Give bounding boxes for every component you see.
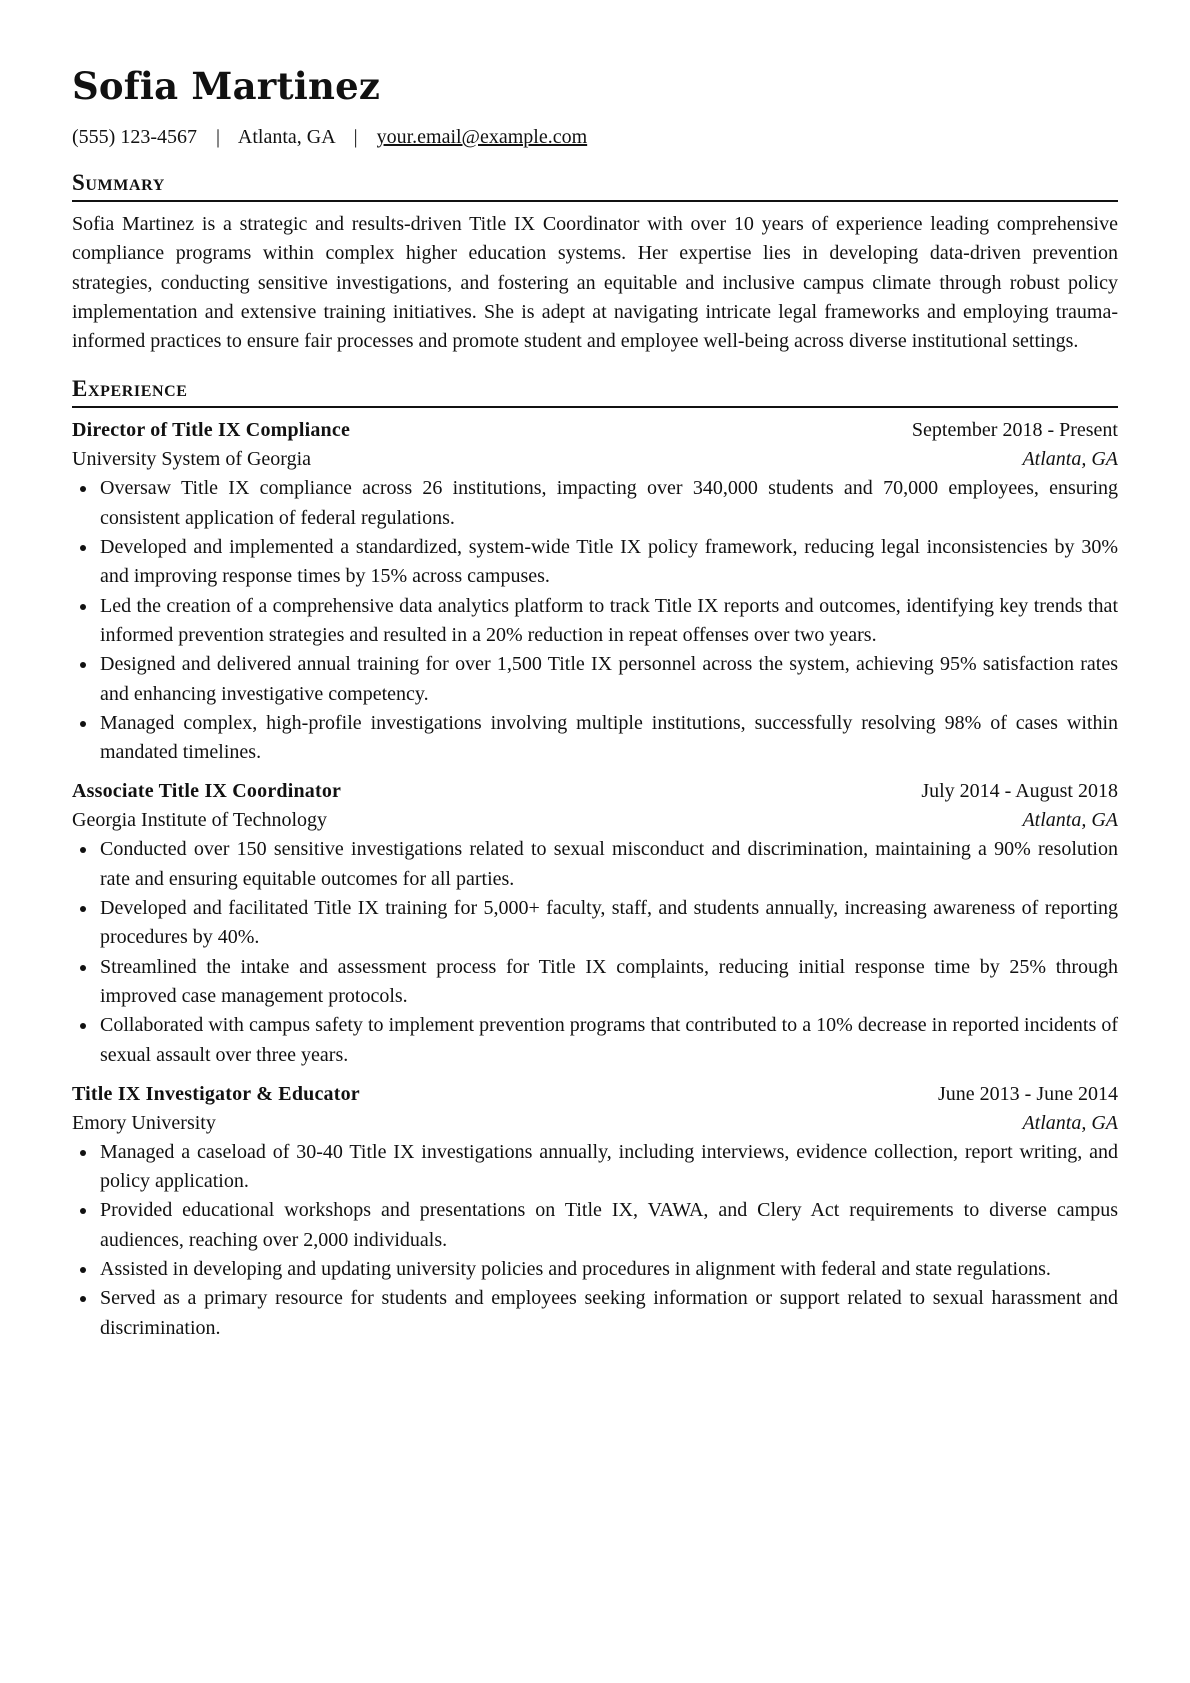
bullet-dot-icon [80, 545, 86, 551]
job-dates: July 2014 - August 2018 [921, 780, 1118, 803]
job-organization: Georgia Institute of Technology [72, 809, 328, 832]
contact-separator: | [215, 126, 220, 148]
bullet-item [72, 650, 1118, 709]
bullet-text: Oversaw Title IX compliance across 26 institutions, impacting over 340,000 students and 70,000 employees, ensuring consistent application of federal regulations. [100, 477, 1118, 529]
job-title-row [72, 1080, 1118, 1109]
job-entry [72, 777, 1118, 1069]
experience-section [72, 374, 1118, 1342]
bullet-item [72, 835, 1118, 894]
bullet-text: Managed a caseload of 30-40 Title IX investigations annually, including interviews, evidence collection, report writing, and policy application. [100, 1140, 1118, 1193]
job-title: Title IX Investigator & Educator [72, 1082, 360, 1105]
job-org-row [72, 806, 1118, 835]
bullet-item [72, 709, 1118, 768]
phone-number: (555) 123-4567 [72, 126, 197, 148]
bullet-text: Collaborated with campus safety to implement prevention programs that contributed to a 10% decrease in reported incidents of sexual assault over three years. [100, 1014, 1118, 1066]
bullet-item [72, 592, 1118, 651]
bullet-item [72, 474, 1118, 533]
job-entry [72, 1080, 1118, 1343]
bullet-item [72, 1196, 1118, 1255]
summary-text: Sofia Martinez is a strategic and results-driven Title IX Coordinator with over 10 years of experience leading comprehensive compliance programs within complex higher education systems. Her expertise lies in developing data-driven prevention strategies, conducting sensitive investigations, and fostering an equitable and inclusive campus climate through robust policy implementation and extensive training initiatives. She is adept at navigating intricate legal frameworks and employing trauma-informed practices to ensure fair processes and promote student and employee well-being across diverse institutional settings. [72, 213, 1118, 353]
bullet-text: Served as a primary resource for students and employees seeking information or support related to sexual harassment and discrimination. [100, 1287, 1118, 1339]
bullet-text: Assisted in developing and updating university policies and procedures in alignment with federal and state regulations. [100, 1258, 1051, 1281]
job-location: Atlanta, GA [1022, 1111, 1118, 1134]
job-org-row [72, 445, 1118, 474]
bullet-text: Managed complex, high-profile investigations involving multiple institutions, successfully resolving 98% of cases within mandated timelines. [100, 711, 1118, 764]
bullet-dot-icon [80, 486, 86, 492]
bullet-text: Streamlined the intake and assessment process for Title IX complaints, reducing initial response time by 25% through improved case management protocols. [100, 955, 1118, 1007]
bullet-item [72, 894, 1118, 953]
job-title-row [72, 777, 1118, 806]
bullet-item [72, 533, 1118, 592]
job-bullets [72, 474, 1118, 767]
job-dates: September 2018 - Present [911, 419, 1118, 442]
contact-location: Atlanta, GA [237, 126, 335, 148]
bullet-dot-icon [80, 965, 86, 971]
bullet-text: Developed and implemented a standardized, system-wide Title IX policy framework, reducing legal inconsistencies by 30% and improving response times by 15% across campuses. [100, 536, 1118, 588]
bullet-dot-icon [80, 604, 86, 610]
bullet-item [72, 1255, 1118, 1284]
bullet-item [72, 1011, 1118, 1070]
bullet-text: Developed and facilitated Title IX training for 5,000+ faculty, staff, and students annually, increasing awareness of reporting procedures by 40%. [100, 897, 1118, 949]
summary-heading: Summary [72, 168, 1118, 202]
contact-separator: | [353, 126, 358, 148]
experience-heading: Experience [72, 374, 1118, 408]
job-bullets [72, 1138, 1118, 1343]
bullet-dot-icon [80, 906, 86, 912]
candidate-name: Sofia Martinez [72, 64, 381, 108]
bullet-dot-icon [80, 1023, 86, 1029]
bullet-dot-icon [80, 1150, 86, 1156]
bullet-item [72, 1284, 1118, 1343]
bullet-dot-icon [80, 662, 86, 668]
job-title: Associate Title IX Coordinator [72, 780, 342, 803]
bullet-text: Designed and delivered annual training for over 1,500 Title IX personnel across the system, achieving 95% satisfaction rates and enhancing investigative competency. [100, 653, 1118, 705]
email-link[interactable]: your.email@example.com [376, 126, 588, 148]
bullet-dot-icon [80, 1296, 86, 1302]
bullet-text: Conducted over 150 sensitive investigations related to sexual misconduct and discrimination, maintaining a 90% resolution rate and ensuring equitable outcomes for all parties. [100, 838, 1118, 890]
bullet-item [72, 1138, 1118, 1197]
job-org-row [72, 1109, 1118, 1138]
bullet-text: Provided educational workshops and presentations on Title IX, VAWA, and Clery Act requirements to diverse campus audiences, reaching over 2,000 individuals. [100, 1199, 1118, 1251]
job-title-row [72, 416, 1118, 445]
bullet-dot-icon [80, 721, 86, 727]
summary-section [72, 168, 1118, 356]
job-title: Director of Title IX Compliance [72, 419, 351, 442]
job-location: Atlanta, GA [1022, 448, 1118, 471]
bullet-text: Led the creation of a comprehensive data analytics platform to track Title IX reports and outcomes, identifying key trends that informed prevention strategies and resulted in a 20% reduction in repeat offenses over two years. [100, 594, 1118, 646]
bullet-dot-icon [80, 1208, 86, 1214]
bullet-dot-icon [80, 847, 86, 853]
job-bullets [72, 835, 1118, 1069]
bullet-item [72, 953, 1118, 1012]
job-dates: June 2013 - June 2014 [938, 1082, 1118, 1105]
job-location: Atlanta, GA [1022, 809, 1118, 832]
bullet-dot-icon [80, 1267, 86, 1273]
job-organization: Emory University [72, 1111, 216, 1134]
job-organization: University System of Georgia [72, 448, 312, 471]
contact-line [72, 124, 1118, 150]
job-entry [72, 416, 1118, 767]
